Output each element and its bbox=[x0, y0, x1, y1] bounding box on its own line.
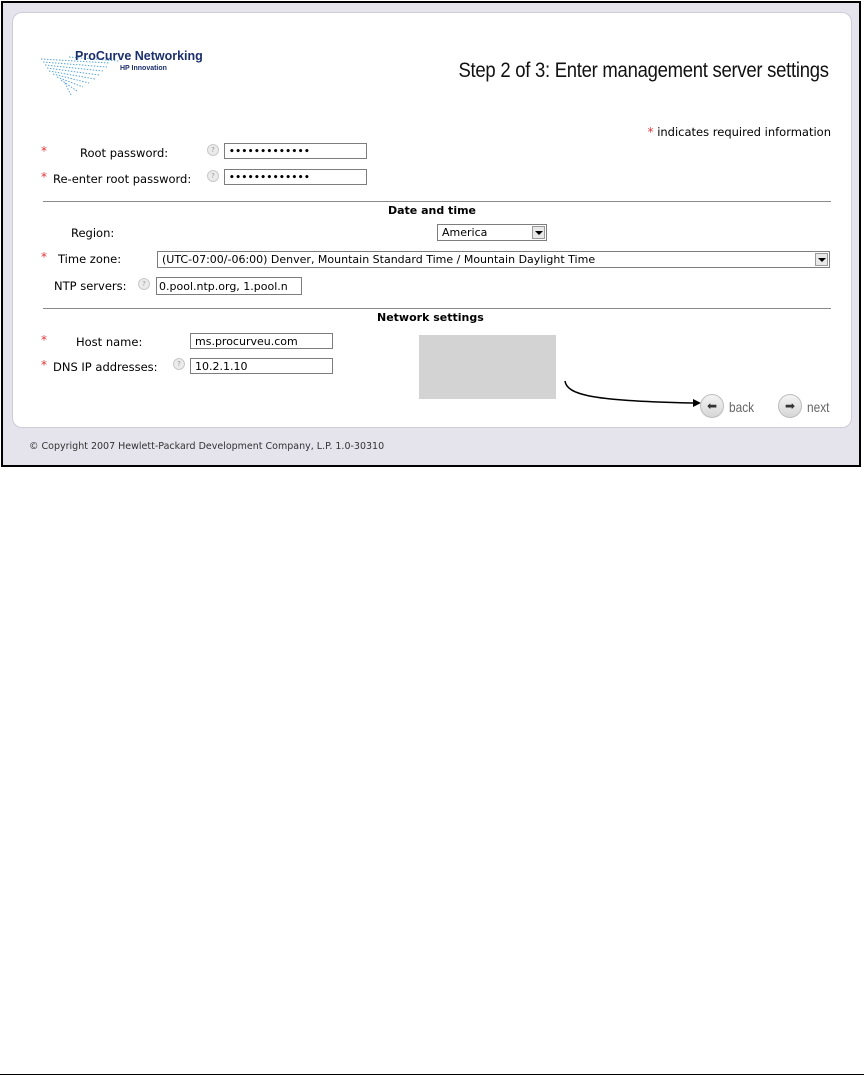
help-icon[interactable]: ? bbox=[207, 144, 219, 156]
host-name-input[interactable]: ms.procurveu.com bbox=[190, 333, 333, 349]
required-marker: * bbox=[41, 170, 47, 184]
divider bbox=[43, 201, 831, 202]
next-icon[interactable]: ➡ bbox=[778, 394, 802, 418]
logo-text: ProCurve Networking bbox=[75, 49, 203, 63]
help-icon[interactable]: ? bbox=[207, 170, 219, 182]
dns-ip-input[interactable]: 10.2.1.10 bbox=[190, 358, 333, 374]
help-icon[interactable]: ? bbox=[173, 358, 185, 370]
region-select-value: America bbox=[442, 226, 488, 239]
section-date-time: Date and time bbox=[388, 204, 477, 217]
section-network-settings: Network settings bbox=[377, 311, 484, 324]
page-bottom-rule bbox=[0, 1074, 864, 1075]
timezone-select[interactable] bbox=[157, 251, 830, 268]
app-window bbox=[1, 1, 861, 467]
required-marker: * bbox=[41, 250, 47, 264]
region-select[interactable] bbox=[437, 224, 547, 241]
root-password-label: Root password: bbox=[80, 146, 169, 160]
required-note-text: indicates required information bbox=[657, 125, 831, 139]
chevron-down-icon[interactable] bbox=[532, 226, 545, 239]
wizard-panel bbox=[12, 12, 852, 428]
callout-arrow-icon bbox=[553, 373, 703, 413]
callout-box bbox=[419, 335, 556, 399]
ntp-servers-label: NTP servers: bbox=[54, 279, 127, 293]
timezone-select-value: (UTC-07:00/-06:00) Denver, Mountain Standard Time / Mountain Daylight Time bbox=[162, 253, 596, 266]
required-marker: * bbox=[41, 358, 47, 372]
back-icon[interactable]: ⬅ bbox=[700, 394, 724, 418]
timezone-label: Time zone: bbox=[58, 252, 122, 266]
root-password-input[interactable]: ••••••••••••• bbox=[224, 143, 367, 159]
ntp-servers-input[interactable]: 0.pool.ntp.org, 1.pool.n bbox=[156, 277, 302, 295]
required-note bbox=[648, 125, 831, 139]
next-button[interactable]: next bbox=[807, 399, 830, 415]
reenter-password-input[interactable]: ••••••••••••• bbox=[224, 169, 367, 185]
help-icon[interactable]: ? bbox=[138, 278, 150, 290]
copyright-footer: © Copyright 2007 Hewlett-Packard Development Company, L.P. 1.0-30310 bbox=[29, 441, 385, 452]
reenter-password-label: Re-enter root password: bbox=[53, 172, 192, 186]
region-label: Region: bbox=[71, 226, 115, 240]
required-marker: * bbox=[41, 144, 47, 158]
required-marker: * bbox=[41, 333, 47, 347]
page-title: Step 2 of 3: Enter management server settings bbox=[458, 59, 829, 82]
host-name-label: Host name: bbox=[76, 335, 143, 349]
logo-tagline: HP Innovation bbox=[120, 65, 167, 72]
back-button[interactable]: back bbox=[729, 399, 755, 415]
required-marker: * bbox=[647, 125, 654, 139]
dns-ip-label: DNS IP addresses: bbox=[53, 360, 158, 374]
chevron-down-icon[interactable] bbox=[815, 253, 828, 266]
divider bbox=[43, 308, 831, 309]
